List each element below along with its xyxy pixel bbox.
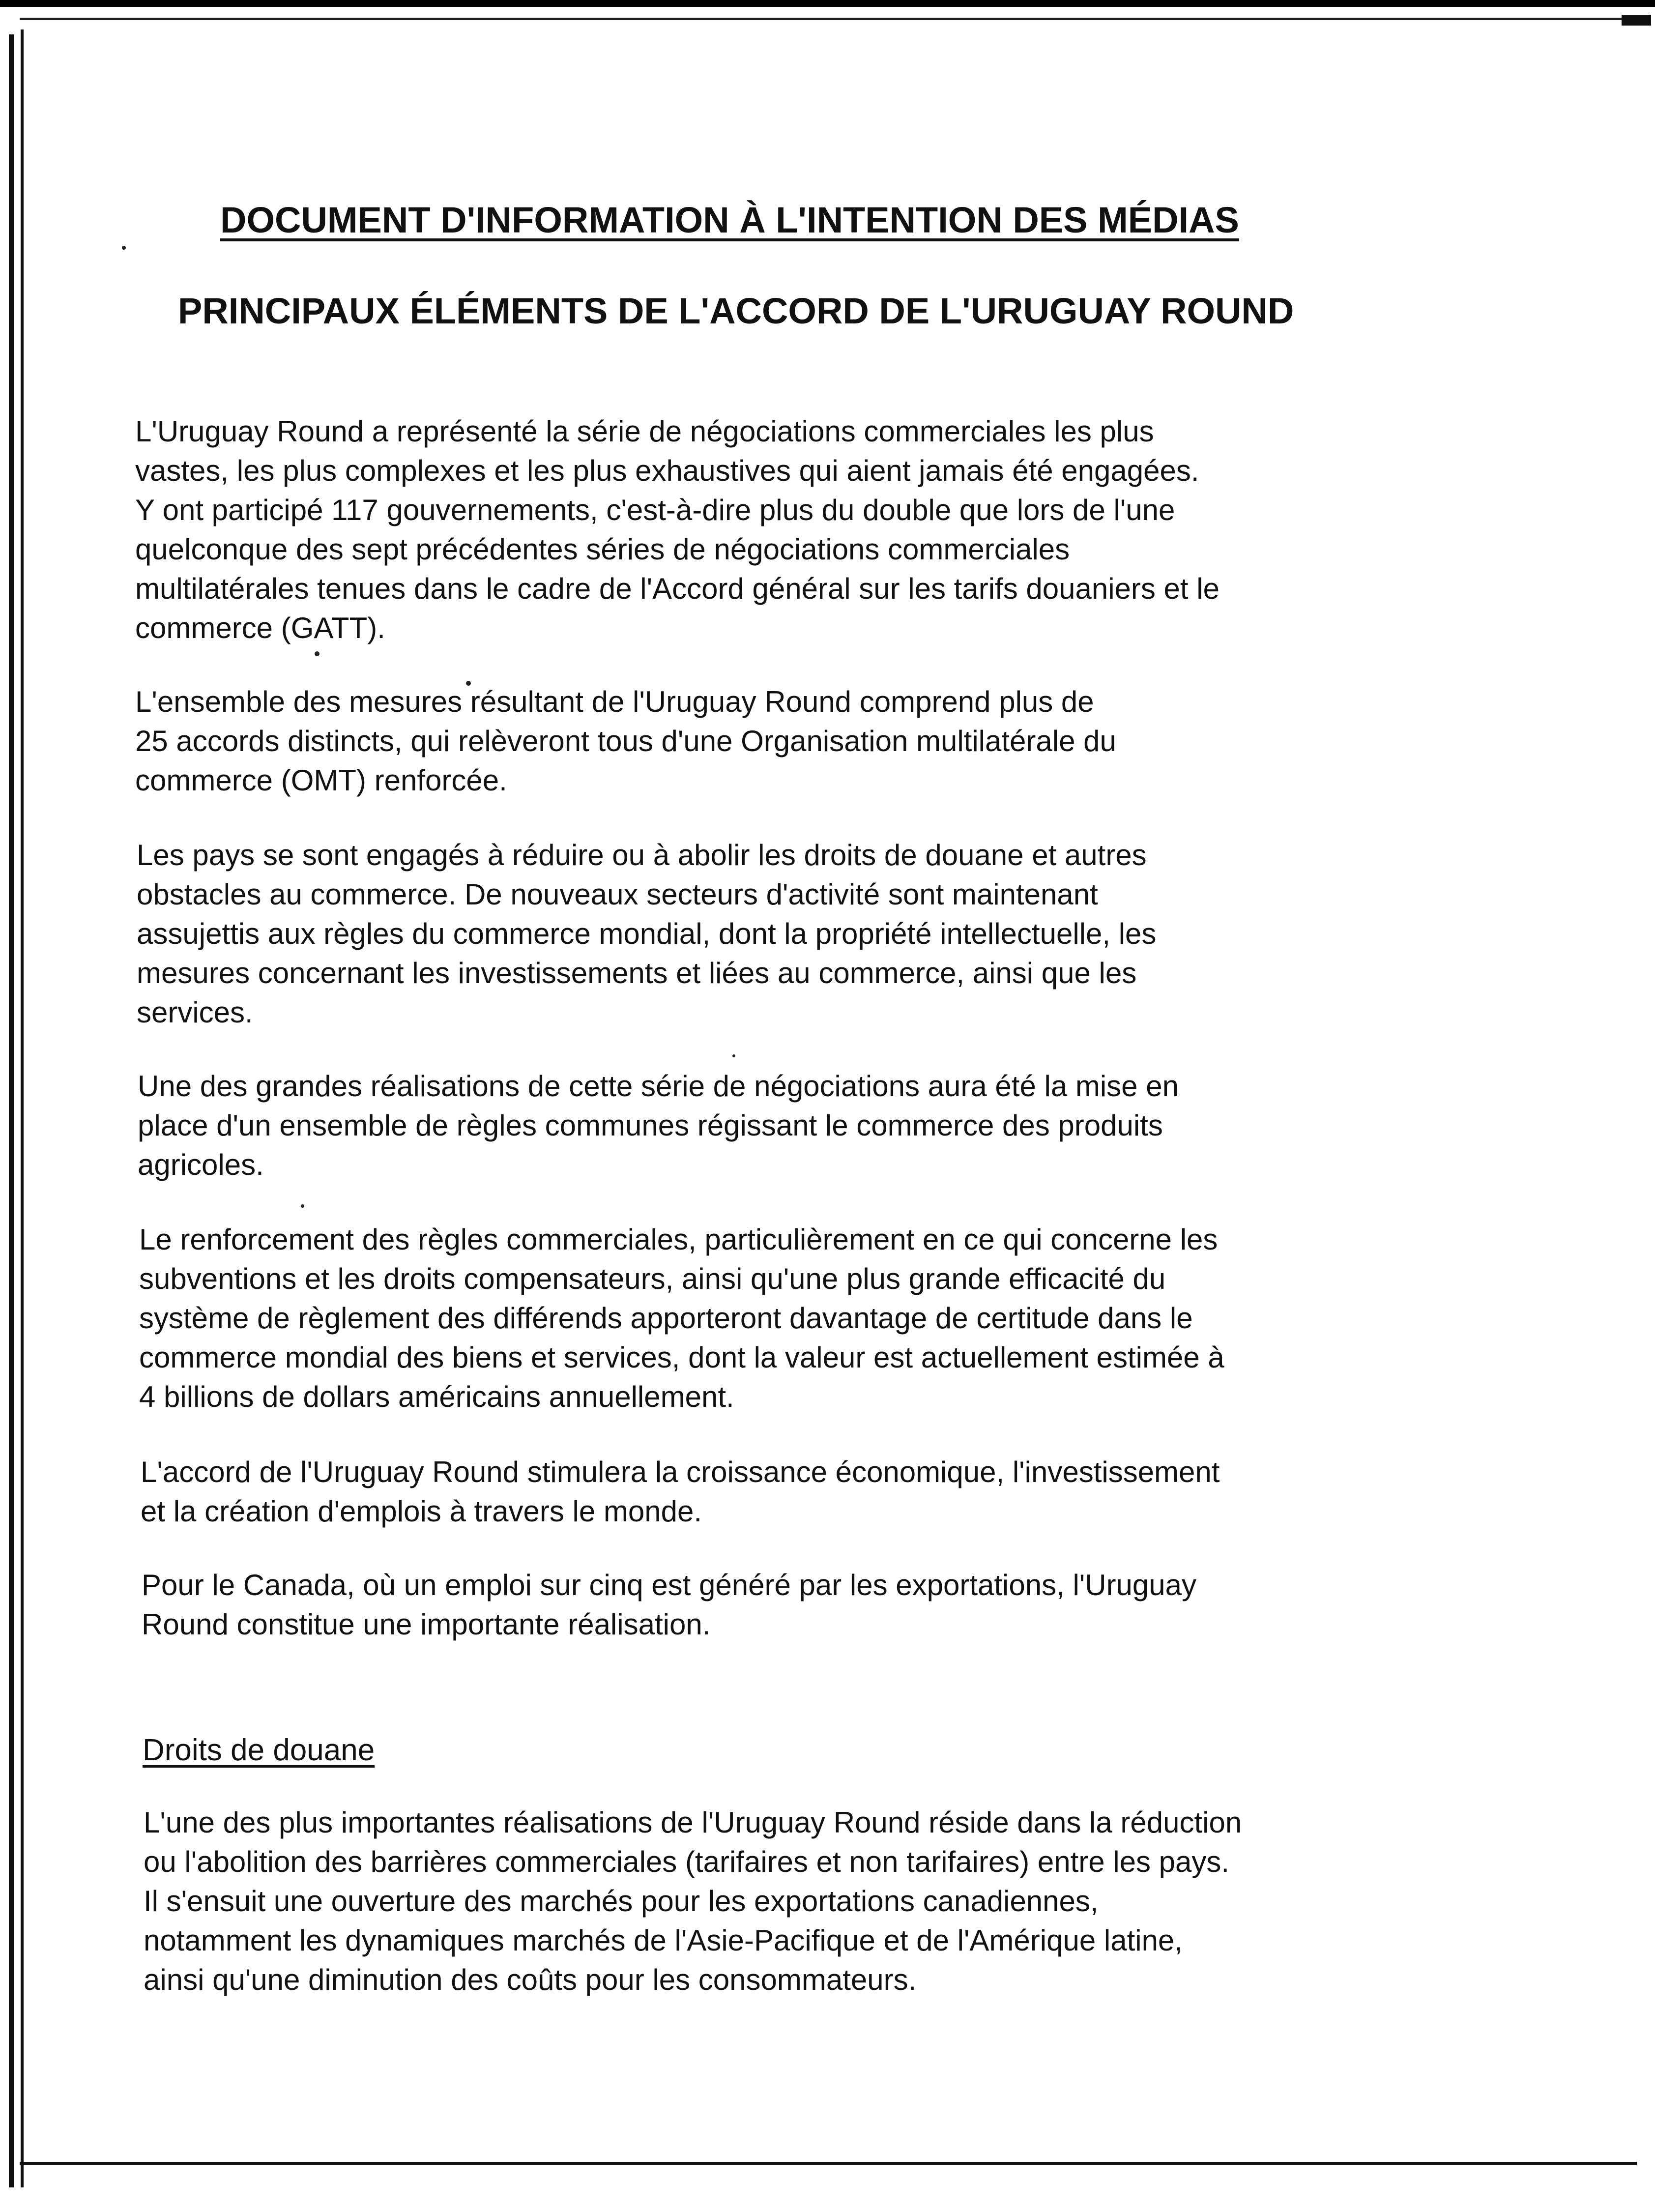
paragraph-line: vastes, les plus complexes et les plus exhaustives qui aient jamais été engagées. bbox=[135, 454, 1199, 487]
paragraph-line: commerce (GATT). bbox=[135, 611, 385, 644]
paragraph-line: place d'un ensemble de règles communes régissant le commerce des produits bbox=[138, 1109, 1163, 1142]
paragraph-line: commerce mondial des biens et services, dont la valeur est actuellement estimée à bbox=[139, 1341, 1224, 1374]
paragraph-line: et la création d'emplois à travers le monde. bbox=[141, 1495, 702, 1528]
paragraph-line: système de règlement des différends apporteront davantage de certitude dans le bbox=[139, 1302, 1193, 1335]
paragraph-line: assujettis aux règles du commerce mondial, dont la propriété intellectuelle, les bbox=[137, 917, 1157, 950]
paragraph-line: quelconque des sept précédentes séries de négociations commerciales bbox=[135, 533, 1070, 566]
paragraph-line: L'ensemble des mesures résultant de l'Uruguay Round comprend plus de bbox=[135, 685, 1094, 718]
paragraph-line: 4 billions de dollars américains annuellement. bbox=[139, 1380, 734, 1413]
paragraph-line: notamment les dynamiques marchés de l'Asie-Pacifique et de l'Amérique latine, bbox=[144, 1924, 1183, 1957]
paragraph-line: services. bbox=[137, 996, 253, 1029]
paragraph-measures bbox=[135, 682, 1116, 800]
paragraph-line: ou l'abolition des barrières commerciales (tarifaires et non tarifaires) entre les pays. bbox=[144, 1845, 1230, 1878]
paragraph-line: Il s'ensuit une ouverture des marchés pour les exportations canadiennes, bbox=[144, 1885, 1099, 1918]
paragraph-line: commerce (OMT) renforcée. bbox=[135, 764, 507, 797]
paragraph-agriculture bbox=[138, 1067, 1179, 1185]
paragraph-line: Une des grandes réalisations de cette série de négociations aura été la mise en bbox=[138, 1070, 1179, 1103]
paragraph-line: Le renforcement des règles commerciales, particulièrement en ce qui concerne les bbox=[139, 1223, 1218, 1256]
paragraph-line: multilatérales tenues dans le cadre de l'Accord général sur les tarifs douaniers et le bbox=[135, 572, 1219, 605]
paragraph-line: obstacles au commerce. De nouveaux secteurs d'activité sont maintenant bbox=[137, 878, 1098, 911]
paragraph-line: Pour le Canada, où un emploi sur cinq est généré par les exportations, l'Uruguay bbox=[142, 1569, 1197, 1601]
paragraph-line: 25 accords distincts, qui relèveront tous d'une Organisation multilatérale du bbox=[135, 725, 1116, 757]
paragraph-line: ainsi qu'une diminution des coûts pour les consommateurs. bbox=[144, 1963, 917, 1996]
paragraph-line: mesures concernant les investissements et liées au commerce, ainsi que les bbox=[137, 957, 1137, 990]
paragraph-countries bbox=[137, 836, 1156, 1032]
paragraph-growth bbox=[141, 1453, 1219, 1531]
paragraph-canada bbox=[142, 1566, 1196, 1644]
document-subtitle: PRINCIPAUX ÉLÉMENTS DE L'ACCORD DE L'URUGUAY ROUND bbox=[178, 291, 1294, 331]
paragraph-line: L'une des plus importantes réalisations de l'Uruguay Round réside dans la réduction bbox=[144, 1806, 1242, 1839]
paragraph-line: agricoles. bbox=[138, 1148, 264, 1181]
paragraph-line: L'accord de l'Uruguay Round stimulera la croissance économique, l'investissement bbox=[141, 1455, 1220, 1488]
paragraph-line: Les pays se sont engagés à réduire ou à abolir les droits de douane et autres bbox=[137, 839, 1147, 872]
document-title: DOCUMENT D'INFORMATION À L'INTENTION DES MÉDIAS bbox=[220, 200, 1239, 240]
paragraph-customs bbox=[144, 1803, 1242, 2000]
paragraph-line: L'Uruguay Round a représenté la série de négociations commerciales les plus bbox=[135, 415, 1154, 448]
paragraph-line: Round constitue une importante réalisation. bbox=[142, 1608, 711, 1641]
paragraph-intro bbox=[135, 412, 1219, 648]
section-heading-customs: Droits de douane bbox=[143, 1733, 375, 1767]
paragraph-rules bbox=[139, 1220, 1224, 1417]
paragraph-line: Y ont participé 117 gouvernements, c'est-à-dire plus du double que lors de l'une bbox=[135, 494, 1175, 526]
paragraph-line: subventions et les droits compensateurs, ainsi qu'une plus grande efficacité du bbox=[139, 1262, 1166, 1295]
